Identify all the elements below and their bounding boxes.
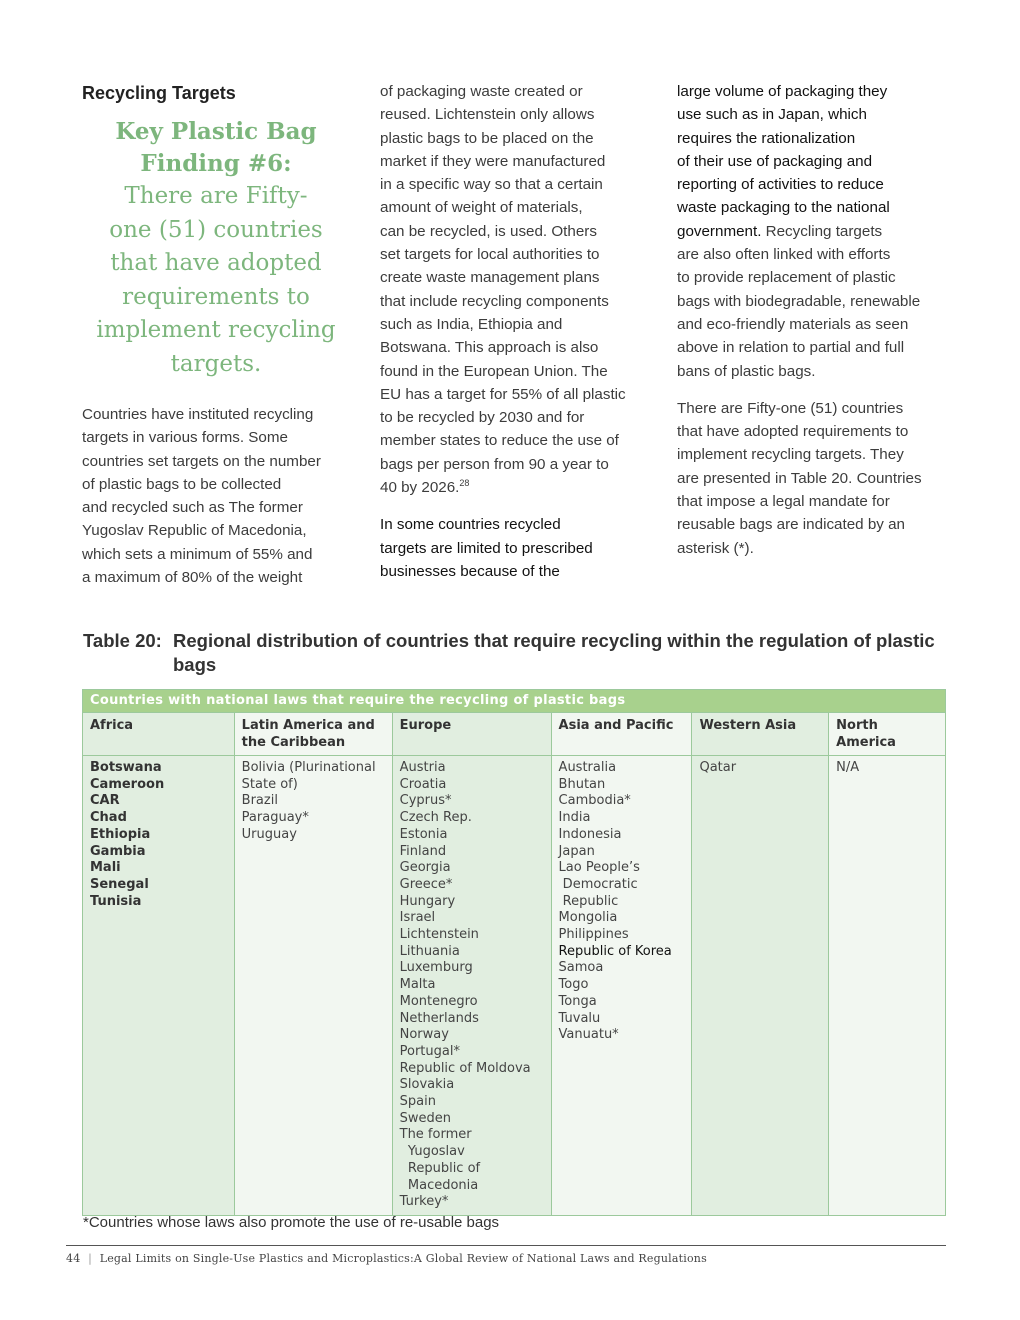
country-item: Mongolia <box>558 910 618 926</box>
finding-body-line: targets. <box>170 350 262 377</box>
text-line: bags with biodegradable, renewable <box>677 292 921 310</box>
key-finding-callout <box>82 116 350 381</box>
text-line: There are Fifty-one (51) countries <box>677 399 904 417</box>
text-line: targets are limited to prescribed <box>380 539 593 557</box>
finding-title-line-1: Key Plastic Bag <box>115 118 317 145</box>
country-item: Slovakia <box>399 1077 455 1093</box>
text-line: In some countries recycled <box>380 516 561 534</box>
table-caption-label: Table 20: <box>83 630 162 651</box>
text-line-with-footnote <box>380 476 648 499</box>
column-header-latin-america: Latin America and the Caribbean <box>234 713 392 756</box>
country-item: Uruguay <box>241 826 297 842</box>
text-line: market if they were manufactured <box>380 152 606 170</box>
text-line: requires the rationalization <box>677 129 856 147</box>
text-fragment: government. <box>677 222 762 240</box>
country-item: Togo <box>558 977 589 993</box>
page-footer <box>66 1252 707 1265</box>
text-line: amount of weight of materials, <box>380 199 583 217</box>
text-line: are also often linked with efforts <box>677 246 891 264</box>
text-line: to provide replacement of plastic <box>677 269 896 287</box>
col3-paragraph-2 <box>677 397 945 560</box>
text-line: and eco-friendly materials as seen <box>677 315 909 333</box>
latin-america-countries-cell <box>234 756 392 1216</box>
country-item: Lao People’s <box>558 860 640 876</box>
country-item: N/A <box>836 760 860 775</box>
table-footnote: *Countries whose laws also promote the use of re-usable bags <box>83 1214 500 1231</box>
text-line: asterisk (*). <box>677 539 754 557</box>
text-line: that impose a legal mandate for <box>677 493 890 511</box>
column-header-asia-pacific: Asia and Pacific <box>551 713 692 756</box>
africa-countries-cell <box>83 756 235 1216</box>
text-line: of plastic bags to be collected <box>82 475 282 493</box>
text-line: of packaging waste created or <box>380 83 583 100</box>
text-line: in a specific way so that a certain <box>380 176 603 194</box>
table-banner: Countries with national laws that require the recycling of plastic bags <box>83 690 946 713</box>
country-item: Estonia <box>399 826 448 842</box>
finding-body-line: requirements to <box>122 283 310 310</box>
country-item: Georgia <box>399 860 451 876</box>
text-line: Countries have instituted recycling <box>82 406 314 423</box>
col3-paragraph-1 <box>677 80 945 383</box>
finding-title-line-2: Finding #6: <box>140 150 292 177</box>
text-line: implement recycling targets. They <box>677 446 904 464</box>
country-item: Luxemburg <box>399 960 473 976</box>
text-line: EU has a target for 55% of all plastic <box>380 385 626 403</box>
country-item: Turkey* <box>399 1194 449 1210</box>
country-item: Croatia <box>399 776 447 792</box>
country-item: Cyprus* <box>399 793 452 809</box>
finding-body-line: implement recycling <box>96 317 336 343</box>
text-line: reporting of activities to reduce <box>677 176 884 194</box>
country-item: Botswana <box>90 760 162 775</box>
text-line: bans of plastic bags. <box>677 362 816 380</box>
country-item: Brazil <box>241 793 278 809</box>
text-fragment: Recycling targets <box>761 222 883 240</box>
country-item: Mali <box>90 860 121 876</box>
text-column-1 <box>82 80 350 589</box>
country-item: Democratic <box>558 876 638 892</box>
country-item: Portugal* <box>399 1043 460 1059</box>
text-line: create waste management plans <box>380 269 600 287</box>
country-item: Yugoslav <box>399 1144 465 1160</box>
country-item: Hungary <box>399 893 456 909</box>
country-item: CAR <box>90 793 120 809</box>
footnote-reference[interactable]: 28 <box>459 477 470 488</box>
country-item: Samoa <box>558 960 604 976</box>
country-item: Norway <box>399 1027 449 1043</box>
text-line: member states to reduce the use of <box>380 432 619 450</box>
country-item: The former <box>399 1127 472 1143</box>
country-item: Tunisia <box>90 893 142 909</box>
country-item: Macedonia <box>399 1177 479 1193</box>
col2-paragraph-2 <box>380 513 648 583</box>
country-item: Finland <box>399 843 447 859</box>
text-line: that include recycling components <box>380 292 609 310</box>
text-line: large volume of packaging they <box>677 83 888 100</box>
country-item: Paraguay* <box>241 810 309 826</box>
column-header-europe: Europe <box>392 713 551 756</box>
col1-paragraph <box>82 403 350 589</box>
country-item: Netherlands <box>399 1010 479 1026</box>
country-item: Montenegro <box>399 993 478 1009</box>
text-line: bags per person from 90 a year to <box>380 455 609 473</box>
text-line: such as India, Ethiopia and <box>380 315 563 333</box>
text-column-3 <box>677 80 945 574</box>
text-line: that have adopted requirements to <box>677 423 909 441</box>
country-item: Sweden <box>399 1110 451 1126</box>
country-item: Tuvalu <box>558 1010 601 1026</box>
country-item: Qatar <box>699 760 737 775</box>
country-item: India <box>558 810 591 826</box>
country-item: Gambia <box>90 843 146 859</box>
text-line: plastic bags to be placed on the <box>380 129 594 147</box>
western-asia-countries-cell <box>692 756 829 1216</box>
text-line: to be recycled by 2030 and for <box>380 409 585 427</box>
text-line: reusable bags are indicated by an <box>677 516 905 534</box>
country-item: Vanuatu* <box>558 1027 619 1043</box>
text-line: Yugoslav Republic of Macedonia, <box>82 522 307 540</box>
footer-divider <box>66 1245 946 1246</box>
page-number: 44 <box>66 1252 81 1265</box>
text-line <box>677 220 945 243</box>
text-line: of their use of packaging and <box>677 152 873 170</box>
table-caption <box>83 629 943 677</box>
country-item: Republic of Korea <box>558 943 672 959</box>
col2-paragraph-1 <box>380 80 648 499</box>
country-item: Senegal <box>90 876 149 892</box>
footer-title: Legal Limits on Single-Use Plastics and Microplastics:A Global Review of National Laws and Regulations <box>99 1252 707 1265</box>
country-item: Cambodia* <box>558 793 631 809</box>
country-item: Spain <box>399 1094 436 1110</box>
column-header-north-america: North America <box>829 713 946 756</box>
country-item: Malta <box>399 977 436 993</box>
text-line: can be recycled, is used. Others <box>380 222 597 240</box>
country-item: Tonga <box>558 993 597 1009</box>
text-line: set targets for local authorities to <box>380 246 600 264</box>
country-item: Ethiopia <box>90 826 151 842</box>
country-item: State of) <box>241 776 298 792</box>
finding-body-line: There are Fifty- <box>124 183 308 209</box>
text-line: above in relation to partial and full <box>677 339 905 357</box>
text-line: reused. Lichtenstein only allows <box>380 106 595 124</box>
footer-separator: | <box>88 1252 93 1265</box>
text-line: 40 by 2026. <box>380 479 460 497</box>
text-line: are presented in Table 20. Countries <box>677 469 922 487</box>
country-item: Austria <box>399 760 446 775</box>
europe-countries-cell <box>392 756 551 1216</box>
country-item: Israel <box>399 910 436 926</box>
country-item: Greece* <box>399 876 453 892</box>
country-item: Republic <box>558 893 619 909</box>
text-line: use such as in Japan, which <box>677 106 867 124</box>
text-column-2 <box>380 80 648 597</box>
country-item: Indonesia <box>558 826 622 842</box>
column-header-western-asia: Western Asia <box>692 713 829 756</box>
text-line: targets in various forms. Some <box>82 429 288 447</box>
country-item: Republic of <box>399 1160 481 1176</box>
country-item: Philippines <box>558 927 629 943</box>
column-header-africa: Africa <box>83 713 235 756</box>
text-line: Botswana. This approach is also <box>380 339 599 357</box>
country-item: Czech Rep. <box>399 810 472 826</box>
country-item: Japan <box>558 843 595 859</box>
north-america-countries-cell <box>829 756 946 1216</box>
regional-distribution-table <box>82 689 946 1216</box>
country-item: Bolivia (Plurinational <box>241 760 376 775</box>
country-item: Chad <box>90 810 127 826</box>
table-caption-text: Regional distribution of countries that require recycling within the regulation of plastic bags <box>173 630 935 675</box>
text-line: countries set targets on the number <box>82 452 321 470</box>
text-line: businesses because of the <box>380 562 560 580</box>
finding-body-line: one (51) countries <box>109 216 323 243</box>
text-line: waste packaging to the national <box>677 199 890 217</box>
text-line: found in the European Union. The <box>380 362 608 380</box>
country-item: Australia <box>558 760 617 775</box>
country-item: Lithuania <box>399 943 460 959</box>
country-item: Bhutan <box>558 776 606 792</box>
text-line: and recycled such as The former <box>82 499 303 517</box>
text-line: which sets a minimum of 55% and <box>82 545 313 563</box>
text-line: a maximum of 80% of the weight <box>82 569 303 587</box>
section-heading: Recycling Targets <box>82 83 236 103</box>
finding-body-line: that have adopted <box>110 250 322 276</box>
asia-pacific-countries-cell <box>551 756 692 1216</box>
country-item: Lichtenstein <box>399 927 479 943</box>
country-item: Republic of Moldova <box>399 1060 531 1076</box>
country-item: Cameroon <box>90 776 165 792</box>
